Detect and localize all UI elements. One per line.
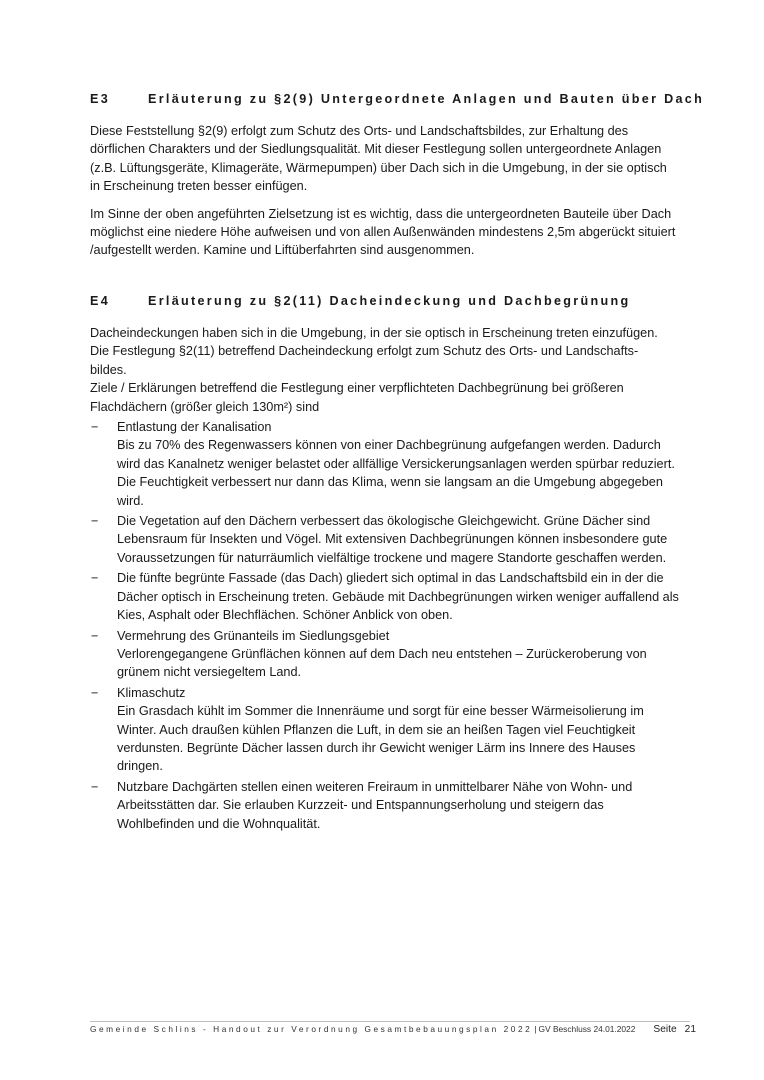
intro-line: Flachdächern (größer gleich 130m²) sind <box>90 399 320 414</box>
list-item-heading: Klimaschutz <box>117 685 186 700</box>
dash-marker: − <box>91 514 99 529</box>
list-item <box>90 627 680 682</box>
list-item-text: Die fünfte begrünte Fassade (das Dach) gliedert sich optimal in das Landschaftsbild ein in der die Dächer optisch in Erscheinung treten. Gebäude mit Dachbegrünungen wirken weniger auffallend als Kies, Asphalt oder Blechflächen. Schöner Anblick von oben. <box>117 571 679 623</box>
dash-marker: − <box>91 571 99 586</box>
paragraph: Im Sinne der oben angeführten Zielsetzung ist es wichtig, dass die untergeordneten Bauteile über Dach möglichst eine niedere Höhe aufweisen und von allen Außenwänden mindestens 2,5m abgerückt situiert /aufgestellt werden. Kamine und Liftüberfahrten sind ausgenommen. <box>90 206 676 258</box>
dash-marker: − <box>91 420 99 435</box>
list-item-heading: Entlastung der Kanalisation <box>117 420 272 435</box>
list-item-text: Bis zu 70% des Regenwassers können von einer Dachbegrünung aufgefangen werden. Dadurch wird das Kanalnetz weniger belastet oder allfällige Versickerungsanlagen werden spürbar reduziert. Die Feuchtigkeit verbessert nur dann das Klima, wenn sie langsam an die Umgebung abgegeben wird. <box>117 438 675 508</box>
page-number: 21 <box>684 1024 696 1035</box>
goals-list <box>90 418 680 833</box>
paragraph: Diese Feststellung §2(9) erfolgt zum Schutz des Orts- und Landschaftsbildes, zur Erhaltung des dörflichen Charakters und der Siedlungsqualität. Mit dieser Festlegung sollen untergeordnete Anlagen (z.B. Lüftungsgeräte, Klimageräte, Wärmepumpen) über Dach sich in die Umgebung, in der sie optisch in Erscheinung treten besser einfügen. <box>90 124 667 194</box>
list-item-text: Nutzbare Dachgärten stellen einen weiteren Freiraum in unmittelbarer Nähe von Wohn- und Arbeitsstätten dar. Sie erlauben Kurzzeit- und Entspannungserholung und steigern das Wohlbefinden und die Wohnqualität. <box>117 779 633 831</box>
footer-text: Gemeinde Schlins - Handout zur Verordnung Gesamtbebauungsplan 2022 <box>90 1024 533 1034</box>
dash-marker: − <box>91 628 99 643</box>
section-heading <box>90 92 705 106</box>
section-title: Erläuterung zu §2(9) Untergeordnete Anlagen und Bauten über Dach <box>148 92 705 106</box>
footer-divider <box>90 1021 690 1022</box>
section-number: E3 <box>90 92 111 106</box>
list-item-heading: Vermehrung des Grünanteils im Siedlungsgebiet <box>117 628 390 643</box>
footer-separator: | <box>534 1024 537 1034</box>
section-title: Erläuterung zu §2(11) Dacheindeckung und Dachbegrünung <box>148 294 631 308</box>
section-e3 <box>90 92 705 269</box>
page-indicator <box>653 1024 696 1035</box>
intro-line: bildes. <box>90 362 127 377</box>
footer-meta: GV Beschluss 24.01.2022 <box>538 1024 636 1034</box>
page-footer <box>90 1024 696 1035</box>
list-item <box>90 418 680 510</box>
intro-line: Ziele / Erklärungen betreffend die Festlegung einer verpflichteten Dachbegrünung bei größeren <box>90 381 624 396</box>
section-heading <box>90 294 680 308</box>
list-item <box>90 684 680 776</box>
section-e4 <box>90 294 680 835</box>
intro-line: Dacheindeckungen haben sich in die Umgebung, in der sie optisch in Erscheinung treten einzufügen. <box>90 326 658 340</box>
list-item <box>90 569 680 624</box>
list-item-text: Die Vegetation auf den Dächern verbessert das ökologische Gleichgewicht. Grüne Dächer sind Lebensraum für Insekten und Vögel. Mit extensiven Dachbegrünungen können insbesondere gute Voraussetzungen für naturräumlich vielfältige trockene und magere Standorte geschaffen werden. <box>117 514 668 565</box>
intro-paragraph <box>90 324 680 416</box>
intro-line: Die Festlegung §2(11) betreffend Dacheindeckung erfolgt zum Schutz des Orts- und Landschafts- <box>90 344 639 359</box>
list-item-text: Ein Grasdach kühlt im Sommer die Innenräume und sorgt für eine besser Wärmeisolierung im Winter. Auch draußen kühlen Pflanzen die Luft, in dem sie an heißen Tagen viel Feuchtigkeit verdunsten. Begrünte Dächer lassen durch ihr Gewicht weniger Lärm ins Innere des Hauses dringen. <box>117 704 644 774</box>
section-number: E4 <box>90 294 111 308</box>
dash-marker: − <box>91 685 99 700</box>
list-item <box>90 778 680 833</box>
dash-marker: − <box>91 779 99 794</box>
page-label: Seite <box>653 1024 677 1035</box>
list-item <box>90 512 680 567</box>
list-item-text: Verlorengegangene Grünflächen können auf dem Dach neu entstehen – Zurückeroberung von grünem nicht versiegeltem Land. <box>117 646 647 680</box>
